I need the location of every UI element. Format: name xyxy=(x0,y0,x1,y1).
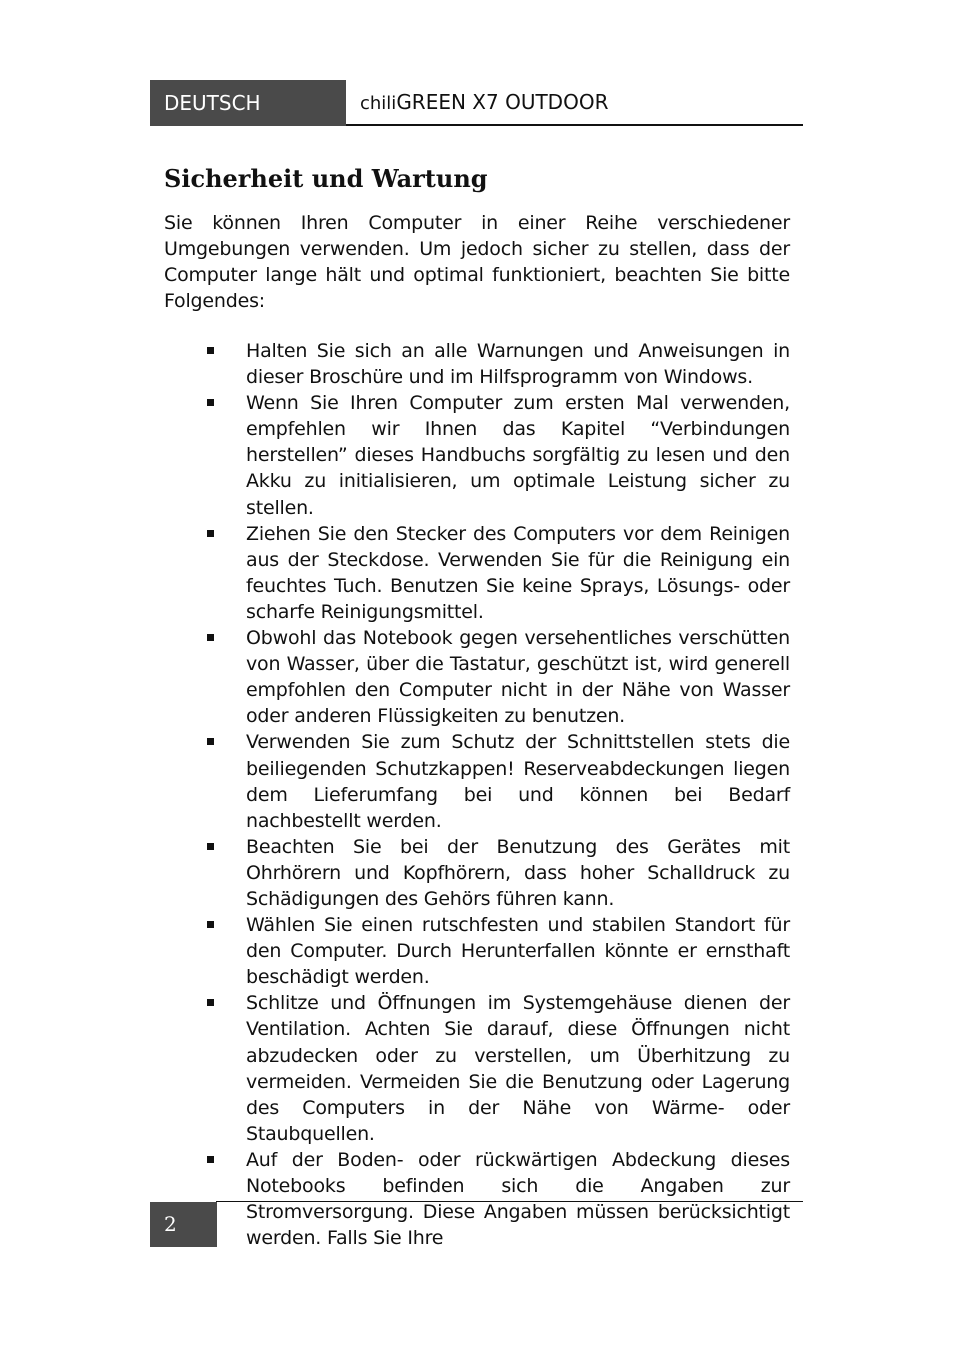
bullet-icon xyxy=(207,921,214,928)
list-item-text: Obwohl das Notebook gegen versehentliches verschütten von Wasser, über die Tastatur, geschützt ist, wird generell empfohlen den Computer nicht in der Nähe von Wasser oder anderen Flüssigkeiten zu benutzen. xyxy=(246,627,790,728)
bullet-icon xyxy=(207,399,214,406)
list-item-text: Wenn Sie Ihren Computer zum ersten Mal verwenden, empfehlen wir Ihnen das Kapitel “Verbindungen herstellen” dieses Handbuchs sorgfältig zu lesen und den Akku zu initialisieren, um optimale Leistung sicher zu stellen. xyxy=(246,392,790,519)
list-item xyxy=(205,625,790,729)
list-item xyxy=(205,390,790,520)
list-item xyxy=(205,912,790,990)
product-name xyxy=(360,80,608,124)
bullet-icon xyxy=(207,634,214,641)
product-brand: chili xyxy=(360,93,397,114)
list-item xyxy=(205,338,790,390)
list-item xyxy=(205,729,790,833)
list-item xyxy=(205,521,790,625)
bullet-icon xyxy=(207,347,214,354)
list-item xyxy=(205,990,790,1147)
list-item-text: Schlitze und Öffnungen im Systemgehäuse dienen der Ventilation. Achten Sie darauf, diese Öffnungen nicht abzudecken oder zu verstellen, um Überhitzung zu vermeiden. Vermeiden Sie die Benutzung oder Lagerung des Computers in der Nähe von Wärme- oder Staubquellen. xyxy=(246,992,790,1145)
page-number: 2 xyxy=(150,1202,217,1247)
list-item xyxy=(205,834,790,912)
list-item-text: Auf der Boden- oder rückwärtigen Abdeckung dieses Notebooks befinden sich die Angaben zur Stromversorgung. Diese Angaben müssen berücksichtigt werden. Falls Sie Ihre xyxy=(246,1148,790,1250)
language-label: DEUTSCH xyxy=(150,80,346,126)
bullet-icon xyxy=(207,1156,214,1163)
bullet-icon xyxy=(207,843,214,850)
list-item-text: Beachten Sie bei der Benutzung des Gerätes mit Ohrhörern und Kopfhörern, dass hoher Schalldruck zu Schädigungen des Gehörs führen kann. xyxy=(246,835,790,910)
footer-divider xyxy=(216,1201,803,1202)
page-header xyxy=(150,80,803,126)
intro-paragraph: Sie können Ihren Computer in einer Reihe verschiedener Umgebungen verwenden. Um jedoch sicher zu stellen, dass der Computer lange hält und optimal funktioniert, beachten Sie bitte Folgendes: xyxy=(164,212,790,313)
bullet-icon xyxy=(207,999,214,1006)
list-item-text: Wählen Sie einen rutschfesten und stabilen Standort für den Computer. Durch Herunterfallen könnte er ernsthaft beschädigt werden. xyxy=(246,914,790,989)
bullet-list xyxy=(205,338,790,1251)
list-item-text: Ziehen Sie den Stecker des Computers vor dem Reinigen aus der Steckdose. Verwenden Sie für die Reinigung ein feuchtes Tuch. Benutzen Sie keine Sprays, Lösungs- oder scharfe Reinigungsmittel. xyxy=(246,522,790,623)
list-item-text: Halten Sie sich an alle Warnungen und Anweisungen in dieser Broschüre und im Hilfsprogramm von Windows. xyxy=(246,340,790,389)
list-item xyxy=(205,1147,790,1251)
product-model: GREEN X7 OUTDOOR xyxy=(396,90,609,114)
bullet-icon xyxy=(207,530,214,537)
list-item-text: Verwenden Sie zum Schutz der Schnittstellen stets die beiliegenden Schutzkappen! Reserveabdeckungen liegen dem Lieferumfang bei und können bei Bedarf nachbestellt werden. xyxy=(246,731,790,832)
section-title: Sicherheit und Wartung xyxy=(164,164,488,193)
bullet-icon xyxy=(207,738,214,745)
